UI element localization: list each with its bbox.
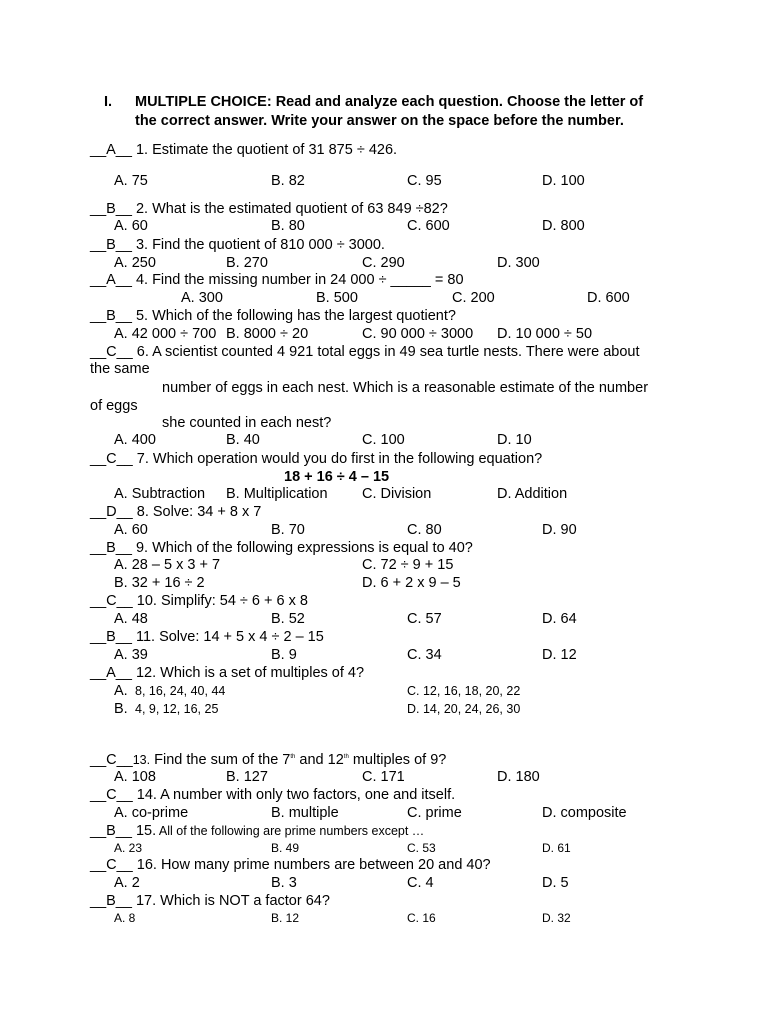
question-6-stem-line-3: number of eggs in each nest. Which is a reasonable estimate of the number — [162, 380, 649, 396]
question-11-choice-b: B. 9 — [271, 647, 297, 663]
question-13-text-mid: and 12 — [295, 752, 344, 768]
question-15-choice-d: D. 61 — [542, 841, 571, 855]
question-10-choice-d: D. 64 — [542, 611, 577, 627]
question-8-choice-c: C. 80 — [407, 522, 442, 538]
question-13-text-pre: Find the sum of the 7 — [150, 752, 291, 768]
question-11-choice-d: D. 12 — [542, 647, 577, 663]
question-16-choice-a: A. 2 — [114, 875, 140, 891]
question-12-choice-d: D. 14, 20, 24, 26, 30 — [407, 702, 521, 716]
question-1-stem: __A__ 1. Estimate the quotient of 31 875 ÷ 426. — [90, 142, 398, 158]
question-11-choice-c: C. 34 — [407, 647, 442, 663]
question-13-choice-b: B. 127 — [226, 769, 268, 785]
question-3-choice-b: B. 270 — [226, 255, 268, 271]
question-6-choice-a: A. 400 — [114, 432, 156, 448]
question-11-choice-a: A. 39 — [114, 647, 148, 663]
question-1-choice-d: D. 100 — [542, 173, 585, 189]
question-15-answer-blank: __B__ 15. — [90, 823, 157, 839]
question-6-choice-c: C. 100 — [362, 432, 405, 448]
question-7-choice-d: D. Addition — [497, 486, 568, 502]
question-13-superscript-1: th — [290, 754, 296, 761]
question-2-choice-b: B. 80 — [271, 218, 305, 234]
question-3-choice-c: C. 290 — [362, 255, 405, 271]
question-4-choice-d: D. 600 — [587, 290, 630, 306]
question-13-stem — [90, 752, 446, 769]
question-1-choice-b: B. 82 — [271, 173, 305, 189]
question-7-stem: __C__ 7. Which operation would you do first in the following equation? — [90, 451, 543, 467]
question-12-choice-b-text: 4, 9, 12, 16, 25 — [135, 702, 219, 716]
question-6-stem-line-1: __C__ 6. A scientist counted 4 921 total eggs in 49 sea turtle nests. There were about — [90, 344, 640, 360]
question-12-choice-b-letter: B. — [114, 701, 128, 717]
question-2-stem: __B__ 2. What is the estimated quotient of 63 849 ÷82? — [90, 201, 448, 217]
question-10-choice-a: A. 48 — [114, 611, 148, 627]
question-5-stem: __B__ 5. Which of the following has the largest quotient? — [90, 308, 456, 324]
question-4-stem: __A__ 4. Find the missing number in 24 000 ÷ _____ = 80 — [90, 272, 464, 288]
question-9-choice-d: D. 6 + 2 x 9 – 5 — [362, 575, 461, 591]
question-4-choice-c: C. 200 — [452, 290, 495, 306]
instructions-line-2: the correct answer. Write your answer on the space before the number. — [135, 113, 624, 129]
question-5-choice-a: A. 42 000 ÷ 700 — [114, 326, 217, 342]
question-5-choice-b: B. 8000 ÷ 20 — [226, 326, 309, 342]
question-7-choice-b: B. Multiplication — [226, 486, 328, 502]
question-14-choice-b: B. multiple — [271, 805, 339, 821]
question-16-choice-b: B. 3 — [271, 875, 297, 891]
question-6-stem-line-5: she counted in each nest? — [162, 415, 332, 431]
question-9-choice-c: C. 72 ÷ 9 + 15 — [362, 557, 454, 573]
question-2-choice-c: C. 600 — [407, 218, 450, 234]
question-13-text-post: multiples of 9? — [348, 752, 447, 768]
question-12-choice-c: C. 12, 16, 18, 20, 22 — [407, 684, 521, 698]
question-2-choice-a: A. 60 — [114, 218, 148, 234]
question-7-choice-c: C. Division — [362, 486, 432, 502]
question-10-choice-c: C. 57 — [407, 611, 442, 627]
question-3-choice-d: D. 300 — [497, 255, 540, 271]
question-15-choice-b: B. 49 — [271, 841, 300, 855]
question-2-choice-d: D. 800 — [542, 218, 585, 234]
question-11-stem: __B__ 11. Solve: 14 + 5 x 4 ÷ 2 – 15 — [90, 629, 324, 645]
question-3-stem: __B__ 3. Find the quotient of 810 000 ÷ 3000. — [90, 237, 385, 253]
question-1-choice-a: A. 75 — [114, 173, 148, 189]
question-9-choice-a: A. 28 – 5 x 3 + 7 — [114, 557, 221, 573]
question-12-choice-a-text: 8, 16, 24, 40, 44 — [135, 684, 226, 698]
question-16-stem: __C__ 16. How many prime numbers are between 20 and 40? — [90, 857, 491, 873]
question-6-stem-line-2: the same — [90, 361, 150, 377]
question-12-stem: __A__ 12. Which is a set of multiples of 4? — [90, 665, 365, 681]
question-5-choice-d: D. 10 000 ÷ 50 — [497, 326, 593, 342]
question-6-choice-b: B. 40 — [226, 432, 260, 448]
instructions-line-1: MULTIPLE CHOICE: Read and analyze each question. Choose the letter of — [135, 94, 644, 110]
question-13-number: 13. — [132, 753, 151, 767]
question-15-stem — [90, 823, 424, 840]
question-13-answer-blank: __C__ — [90, 752, 133, 768]
question-10-stem: __C__ 10. Simplify: 54 ÷ 6 + 6 x 8 — [90, 593, 308, 609]
question-9-stem: __B__ 9. Which of the following expressions is equal to 40? — [90, 540, 473, 556]
question-3-choice-a: A. 250 — [114, 255, 156, 271]
question-4-choice-a: A. 300 — [181, 290, 223, 306]
question-5-choice-c: C. 90 000 ÷ 3000 — [362, 326, 474, 342]
question-8-choice-b: B. 70 — [271, 522, 305, 538]
question-13-choice-a: A. 108 — [114, 769, 156, 785]
question-12-choice-a-letter: A. — [114, 683, 128, 699]
question-4-choice-b: B. 500 — [316, 290, 358, 306]
question-17-choice-b: B. 12 — [271, 911, 300, 925]
question-16-choice-c: C. 4 — [407, 875, 434, 891]
question-13-superscript-2: th — [343, 754, 349, 761]
question-15-choice-c: C. 53 — [407, 841, 436, 855]
question-1-choice-c: C. 95 — [407, 173, 442, 189]
question-6-choice-d: D. 10 — [497, 432, 532, 448]
question-14-choice-c: C. prime — [407, 805, 462, 821]
question-8-stem: __D__ 8. Solve: 34 + 8 x 7 — [90, 504, 262, 520]
question-13-choice-c: C. 171 — [362, 769, 405, 785]
question-8-choice-d: D. 90 — [542, 522, 577, 538]
question-7-choice-a: A. Subtraction — [114, 486, 206, 502]
question-17-choice-d: D. 32 — [542, 911, 571, 925]
question-17-choice-a: A. 8 — [114, 911, 136, 925]
question-14-choice-a: A. co-prime — [114, 805, 189, 821]
question-9-choice-b: B. 32 + 16 ÷ 2 — [114, 575, 205, 591]
question-17-choice-c: C. 16 — [407, 911, 436, 925]
question-17-stem: __B__ 17. Which is NOT a factor 64? — [90, 893, 330, 909]
question-10-choice-b: B. 52 — [271, 611, 305, 627]
question-14-choice-d: D. composite — [542, 805, 627, 821]
question-14-stem: __C__ 14. A number with only two factors, one and itself. — [90, 787, 456, 803]
question-16-choice-d: D. 5 — [542, 875, 569, 891]
question-6-stem-line-4: of eggs — [90, 398, 138, 414]
question-15-text: All of the following are prime numbers except … — [156, 824, 425, 838]
question-7-equation: 18 + 16 ÷ 4 – 15 — [284, 469, 390, 485]
question-8-choice-a: A. 60 — [114, 522, 148, 538]
section-numeral: I. — [104, 94, 113, 110]
question-13-choice-d: D. 180 — [497, 769, 540, 785]
question-15-choice-a: A. 23 — [114, 841, 143, 855]
